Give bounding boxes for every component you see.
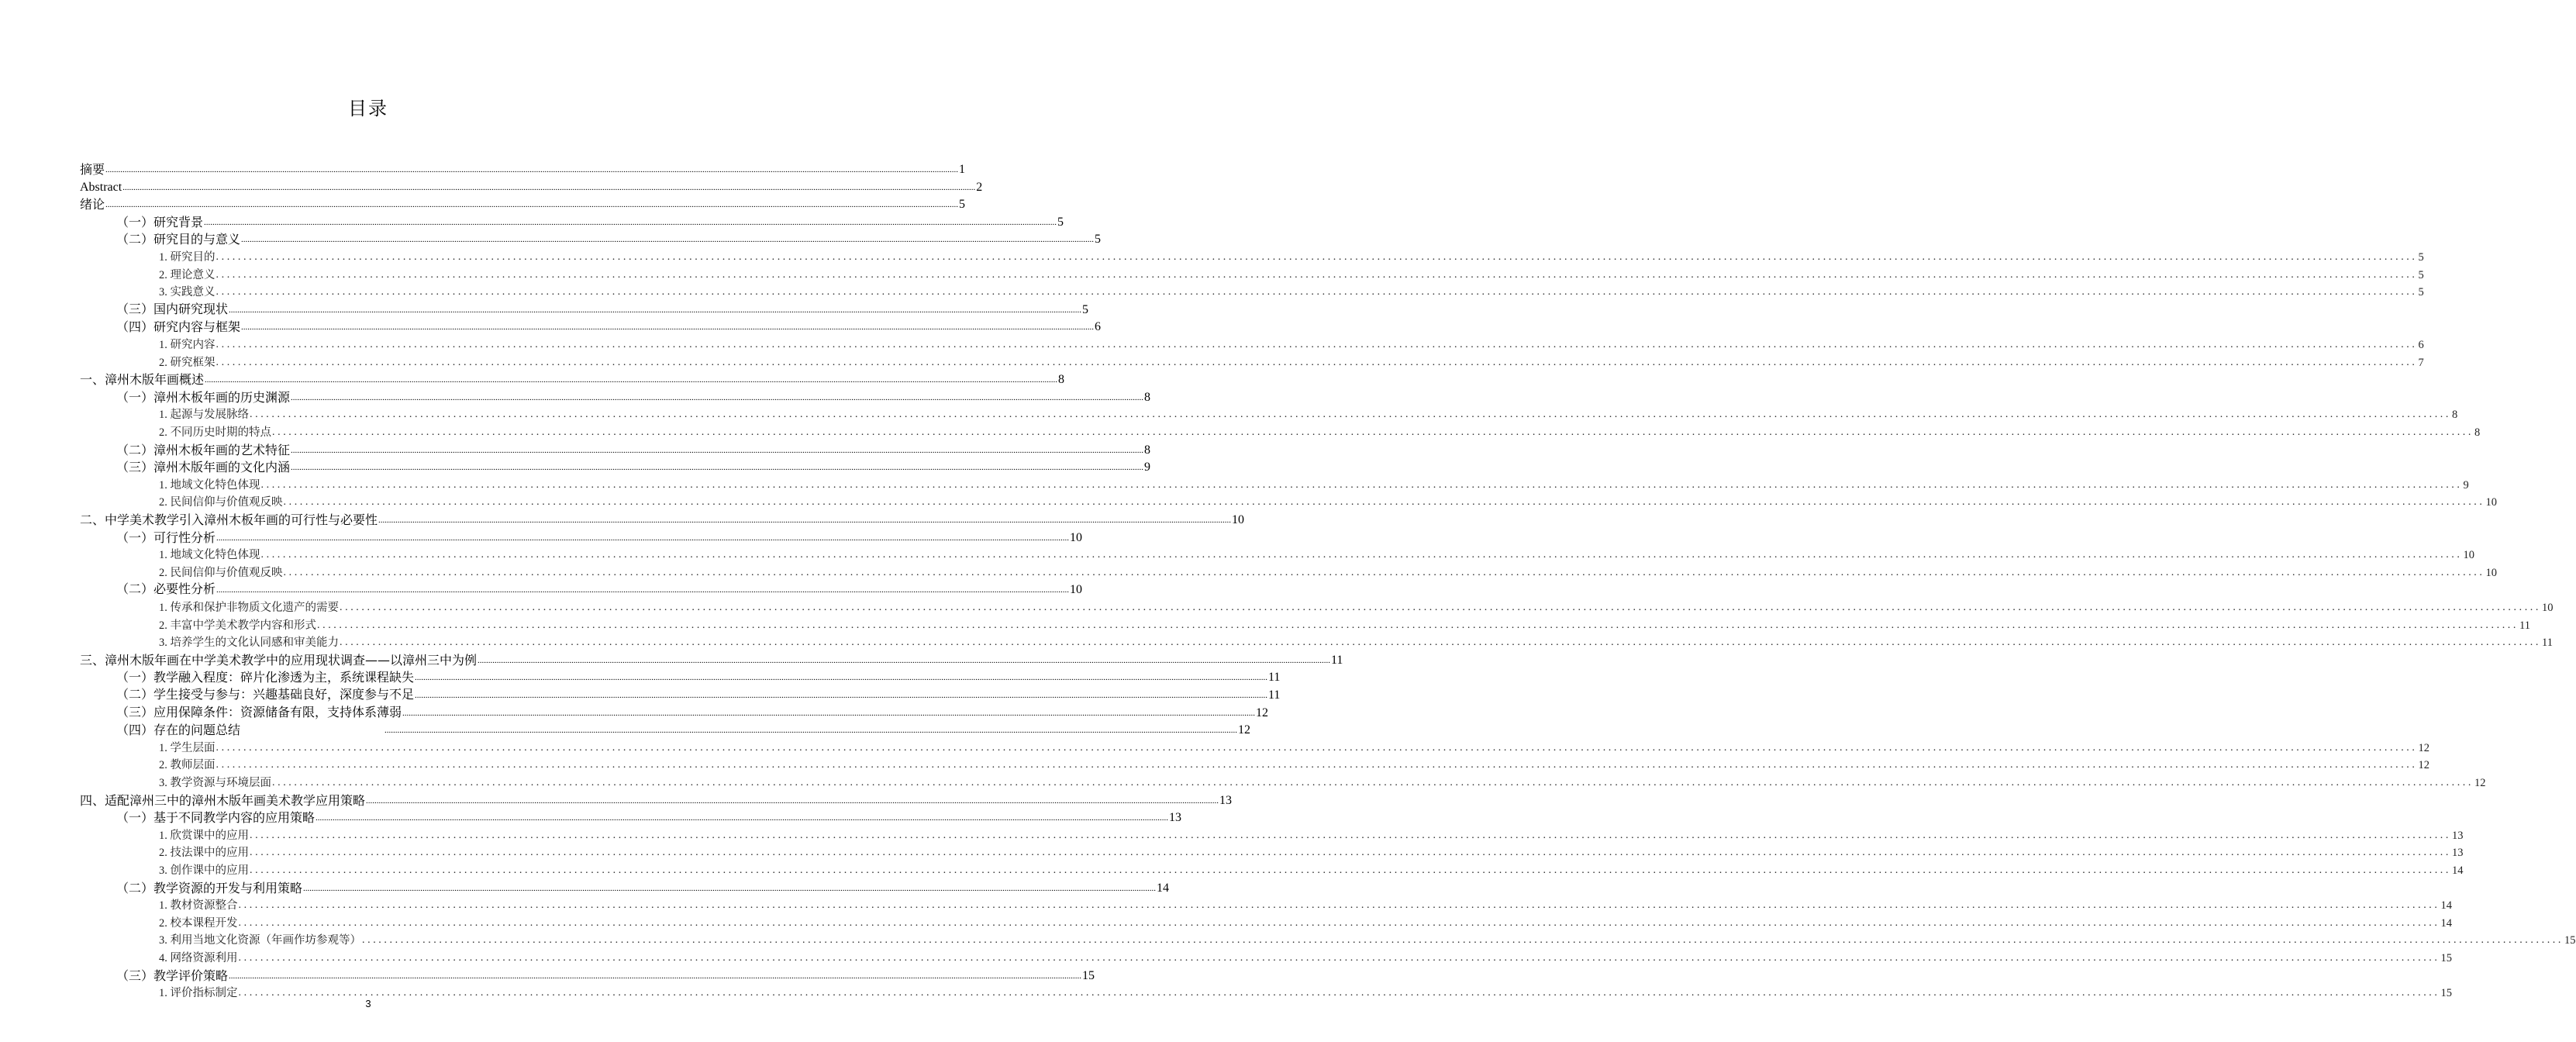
toc-entry-page: 6 xyxy=(2418,339,2424,351)
toc-dot-leader: ................................................................................................................................................................................................................................................................................................................................................................................................................ xyxy=(291,445,1144,455)
toc-entry[interactable] xyxy=(116,389,1151,406)
toc-entry-page: 12 xyxy=(1238,723,1251,737)
toc-entry[interactable] xyxy=(159,862,2464,879)
toc-entry[interactable] xyxy=(116,581,1083,599)
toc-entry[interactable] xyxy=(159,634,2553,651)
toc-entry-label: （一）基于不同教学内容的应用策略 xyxy=(116,810,316,826)
toc-dot-leader: ................................................................................................................................................................................................................................................................................................................................................................................................................ xyxy=(241,323,1095,333)
toc-dot-leader: ................................................................................................................................................................................................................................................................................................................................................................................................................ xyxy=(216,356,2418,368)
toc-dot-leader: ................................................................................................................................................................................................................................................................................................................................................................................................................ xyxy=(250,829,2451,841)
toc-entry[interactable] xyxy=(159,827,2464,844)
toc-entry-page: 2 xyxy=(976,180,983,194)
toc-entry-page: 5 xyxy=(2418,251,2424,264)
toc-entry-label: 1. 研究内容 xyxy=(159,339,216,351)
toc-entry-page: 10 xyxy=(2542,602,2554,614)
toc-entry[interactable] xyxy=(80,161,966,178)
toc-dot-leader: ................................................................................................................................................................................................................................................................................................................................................................................................................ xyxy=(216,286,2418,298)
toc-dot-leader: ................................................................................................................................................................................................................................................................................................................................................................................................................ xyxy=(216,268,2418,281)
toc-entry-page: 5 xyxy=(1095,233,1102,247)
toc-entry[interactable] xyxy=(159,424,2481,441)
toc-entry-label: （三）国内研究现状 xyxy=(116,302,229,316)
toc-entry-page: 10 xyxy=(2485,496,2497,509)
toc-dot-leader: ................................................................................................................................................................................................................................................................................................................................................................................................................ xyxy=(317,619,2519,631)
toc-entry-page: 12 xyxy=(2418,741,2429,754)
toc-entry-label: （二）研究目的与意义 xyxy=(116,232,241,247)
toc-entry[interactable] xyxy=(116,442,1151,459)
toc-entry[interactable] xyxy=(159,757,2429,774)
toc-dot-leader: ................................................................................................................................................................................................................................................................................................................................................................................................................ xyxy=(105,200,959,210)
toc-entry-label: 1. 传承和保护非物质文化遗产的需要 xyxy=(159,602,339,614)
toc-entry[interactable] xyxy=(116,319,1102,336)
toc-dot-leader: ................................................................................................................................................................................................................................................................................................................................................................................................................ xyxy=(340,602,2541,613)
toc-entry-page: 8 xyxy=(1058,373,1065,387)
toc-dot-leader: ................................................................................................................................................................................................................................................................................................................................................................................................................ xyxy=(316,813,1169,823)
toc-entry[interactable] xyxy=(159,547,2474,564)
toc-entry-label: 2. 民间信仰与价值观反映 xyxy=(159,566,283,579)
toc-entry-label: （三）应用保障条件：资源储备有限，支持体系薄弱 xyxy=(116,706,402,719)
toc-entry-page: 10 xyxy=(2485,566,2497,579)
toc-entry-label: 2. 研究框架 xyxy=(159,356,216,369)
toc-entry-page: 5 xyxy=(1057,215,1064,229)
toc-entry-page: 13 xyxy=(1169,811,1182,825)
toc-entry-label: （一）研究背景 xyxy=(116,214,204,229)
toc-entry-label: 4. 网络资源利用 xyxy=(159,952,238,964)
toc-entry[interactable] xyxy=(116,880,1170,897)
toc-dot-leader: ................................................................................................................................................................................................................................................................................................................................................................................................................ xyxy=(283,496,2485,509)
toc-entry-page: 6 xyxy=(1095,320,1102,334)
toc-entry[interactable] xyxy=(159,740,2429,757)
toc-entry-page: 5 xyxy=(959,198,966,212)
toc-entry-page: 1 xyxy=(959,163,966,176)
toc-entry-label: 三、漳州木版年画在中学美术教学中的应用现状调查——以漳州三中为例 xyxy=(80,652,478,668)
toc-entry-label: 3. 利用当地文化资源（年画作坊参观等） xyxy=(159,934,361,947)
toc-entry-label: （二）教学资源的开发与利用策略 xyxy=(116,880,303,895)
toc-entry-page: 7 xyxy=(2418,356,2424,369)
toc-entry-label: （一）可行性分析 xyxy=(116,530,216,545)
toc-entry-page: 10 xyxy=(1070,530,1083,544)
toc-entry-label: 1. 欣赏课中的应用 xyxy=(159,829,249,842)
toc-entry[interactable] xyxy=(159,775,2486,792)
toc-entry-page: 12 xyxy=(2418,759,2429,772)
toc-dot-leader: ................................................................................................................................................................................................................................................................................................................................................................................................................ xyxy=(105,165,959,174)
toc-dot-leader: ................................................................................................................................................................................................................................................................................................................................................................................................................ xyxy=(238,987,2440,999)
toc-dot-leader: ................................................................................................................................................................................................................................................................................................................................................................................................................ xyxy=(122,182,976,192)
toc-entry-label: 2. 不同历史时期的特点 xyxy=(159,426,271,439)
toc-entry-page: 9 xyxy=(1144,461,1151,474)
toc-entry-page: 11 xyxy=(1268,671,1281,685)
toc-entry-page: 10 xyxy=(2463,549,2474,562)
toc-dot-leader: ................................................................................................................................................................................................................................................................................................................................................................................................................ xyxy=(250,847,2451,859)
toc-entry[interactable] xyxy=(80,179,983,196)
toc-entry[interactable] xyxy=(159,617,2530,634)
toc-entry-page: 11 xyxy=(2542,637,2553,650)
toc-dot-leader: ................................................................................................................................................................................................................................................................................................................................................................................................................ xyxy=(238,952,2440,964)
toc-dot-leader: ................................................................................................................................................................................................................................................................................................................................................................................................................ xyxy=(204,217,1057,227)
toc-entry[interactable] xyxy=(116,705,1269,722)
toc-dot-leader: ................................................................................................................................................................................................................................................................................................................................................................................................................ xyxy=(478,655,1331,665)
toc-entry-label: （二）学生接受与参与：兴趣基础良好，深度参与不足 xyxy=(116,688,415,702)
toc-entry-page: 12 xyxy=(1256,706,1269,719)
toc-entry[interactable] xyxy=(159,950,2452,967)
toc-dot-leader: ................................................................................................................................................................................................................................................................................................................................................................................................................ xyxy=(216,533,1070,543)
toc-entry-page: 13 xyxy=(2452,829,2464,842)
toc-entry-label: 2. 技法课中的应用 xyxy=(159,847,249,860)
toc-entry-label: （一）教学融入程度：碎片化渗透为主，系统课程缺失 xyxy=(116,670,415,685)
toc-entry-label: （二）漳州木板年画的艺术特征 xyxy=(116,442,291,457)
toc-dot-leader: ................................................................................................................................................................................................................................................................................................................................................................................................................ xyxy=(216,251,2418,263)
toc-entry[interactable] xyxy=(159,599,2554,616)
toc-entry-label: 绪论 xyxy=(80,197,105,212)
toc-entry-page: 8 xyxy=(2452,409,2458,422)
toc-dot-leader: ................................................................................................................................................................................................................................................................................................................................................................................................................ xyxy=(291,463,1144,473)
toc-entry[interactable] xyxy=(159,897,2452,914)
toc-entry-label: 1. 地域文化特色体现 xyxy=(159,549,260,562)
toc-entry-label: 3. 教学资源与环境层面 xyxy=(159,777,271,789)
toc-entry-label: 1. 地域文化特色体现 xyxy=(159,478,260,492)
toc-entry-page: 8 xyxy=(1144,390,1151,404)
toc-dot-leader: ................................................................................................................................................................................................................................................................................................................................................................................................................ xyxy=(229,971,1082,981)
toc-entry[interactable] xyxy=(116,722,1251,739)
toc-entry[interactable] xyxy=(159,477,2469,494)
toc-entry-label: Abstract xyxy=(80,180,122,194)
toc-entry-page: 15 xyxy=(2564,934,2576,947)
toc-dot-leader: ................................................................................................................................................................................................................................................................................................................................................................................................................ xyxy=(250,864,2451,876)
toc-entry-label: 二、中学美术教学引入漳州木板年画的可行性与必要性 xyxy=(80,512,378,527)
toc-entry[interactable] xyxy=(80,652,1343,669)
toc-dot-leader: ................................................................................................................................................................................................................................................................................................................................................................................................................ xyxy=(303,883,1157,893)
toc-entry-page: 5 xyxy=(1082,302,1089,316)
toc-dot-leader: ................................................................................................................................................................................................................................................................................................................................................................................................................ xyxy=(272,426,2474,438)
toc-entry-page: 11 xyxy=(2519,619,2530,632)
toc-entry-label: 2. 丰富中学美术教学内容和形式 xyxy=(159,619,316,632)
toc-entry[interactable] xyxy=(159,336,2424,354)
toc-entry[interactable] xyxy=(116,530,1083,547)
toc-entry-page: 8 xyxy=(2474,426,2481,439)
toc-dot-leader: ................................................................................................................................................................................................................................................................................................................................................................................................................ xyxy=(216,741,2418,754)
toc-entry[interactable] xyxy=(159,844,2464,861)
toc-dot-leader: ................................................................................................................................................................................................................................................................................................................................................................................................................ xyxy=(291,392,1144,402)
toc-entry-page: 11 xyxy=(1268,688,1281,702)
toc-entry-page: 13 xyxy=(2452,847,2464,860)
toc-entry[interactable] xyxy=(159,249,2424,266)
toc-entry[interactable] xyxy=(159,932,2576,949)
toc-entry[interactable] xyxy=(116,459,1151,476)
toc-dot-leader: ................................................................................................................................................................................................................................................................................................................................................................................................................ xyxy=(216,759,2418,771)
toc-entry-label: 2. 理论意义 xyxy=(159,268,216,281)
toc-entry-page: 14 xyxy=(2440,916,2452,930)
toc-dot-leader: ................................................................................................................................................................................................................................................................................................................................................................................................................ xyxy=(241,235,1095,245)
toc-entry-label: 1. 评价指标制定 xyxy=(159,987,238,1000)
toc-entry-page: 14 xyxy=(1157,881,1170,895)
toc-dot-leader: ................................................................................................................................................................................................................................................................................................................................................................................................................ xyxy=(216,339,2418,350)
toc-dot-leader: ................................................................................................................................................................................................................................................................................................................................................................................................................ xyxy=(205,375,1058,385)
toc-dot-leader: ................................................................................................................................................................................................................................................................................................................................................................................................................ xyxy=(385,726,1238,736)
toc-entry-label: 2. 校本课程开发 xyxy=(159,916,238,930)
toc-entry-label: 3. 创作课中的应用 xyxy=(159,864,249,877)
toc-entry[interactable] xyxy=(80,792,1233,809)
toc-entry-label: （三）漳州木版年画的文化内涵 xyxy=(116,460,291,475)
toc-entry[interactable] xyxy=(116,968,1095,985)
toc-entry-label: （二）必要性分析 xyxy=(116,583,216,597)
toc-entry[interactable] xyxy=(159,267,2424,284)
toc-entry-page: 8 xyxy=(1144,443,1151,457)
toc-dot-leader: ................................................................................................................................................................................................................................................................................................................................................................................................................ xyxy=(366,795,1219,806)
toc-entry[interactable] xyxy=(159,915,2452,932)
toc-entry-page: 13 xyxy=(1219,793,1233,807)
toc-entry-label: （三）教学评价策略 xyxy=(116,968,229,983)
toc-entry-label: （四）存在的问题总结 xyxy=(116,723,241,738)
toc-entry[interactable] xyxy=(116,302,1089,319)
toc-entry-label: （一）漳州木板年画的历史渊源 xyxy=(116,389,291,405)
toc-entry-label: 一、漳州木版年画概述 xyxy=(80,372,205,388)
toc-entry-page: 15 xyxy=(1082,968,1095,982)
toc-entry-page: 12 xyxy=(2474,777,2486,789)
toc-dot-leader: ................................................................................................................................................................................................................................................................................................................................................................................................................ xyxy=(272,777,2474,788)
toc-dot-leader: ................................................................................................................................................................................................................................................................................................................................................................................................................ xyxy=(362,934,2564,947)
toc-entry-page: 5 xyxy=(2418,268,2424,281)
toc-entry[interactable] xyxy=(116,214,1064,231)
toc-entry[interactable] xyxy=(159,494,2497,511)
toc-entry[interactable] xyxy=(80,371,1065,388)
toc-entry-label: 1. 起源与发展脉络 xyxy=(159,409,249,422)
toc-dot-leader: ................................................................................................................................................................................................................................................................................................................................................................................................................ xyxy=(216,585,1070,595)
toc-dot-leader: ................................................................................................................................................................................................................................................................................................................................................................................................................ xyxy=(250,409,2451,421)
toc-entry-label: 3. 实践意义 xyxy=(159,286,216,299)
toc-entry-label: 1. 研究目的 xyxy=(159,251,216,264)
toc-dot-leader: ................................................................................................................................................................................................................................................................................................................................................................................................................ xyxy=(283,566,2485,578)
toc-dot-leader: ................................................................................................................................................................................................................................................................................................................................................................................................................ xyxy=(415,691,1268,700)
toc-entry-page: 11 xyxy=(1331,653,1343,667)
toc-entry-page: 14 xyxy=(2440,899,2452,913)
toc-dot-leader: ................................................................................................................................................................................................................................................................................................................................................................................................................ xyxy=(378,516,1232,525)
toc-entry-label: 2. 教师层面 xyxy=(159,759,216,772)
toc-dot-leader: ................................................................................................................................................................................................................................................................................................................................................................................................................ xyxy=(238,916,2440,929)
toc-entry-page: 5 xyxy=(2418,286,2424,299)
toc-dot-leader: ................................................................................................................................................................................................................................................................................................................................................................................................................ xyxy=(340,637,2541,649)
toc-entry-page: 9 xyxy=(2463,478,2469,492)
toc-entry[interactable] xyxy=(116,669,1281,686)
toc-entry-page: 15 xyxy=(2440,987,2452,1000)
toc-entry[interactable] xyxy=(80,196,966,213)
toc-entry[interactable] xyxy=(159,564,2497,581)
toc-dot-leader: ................................................................................................................................................................................................................................................................................................................................................................................................................ xyxy=(415,673,1268,683)
toc-dot-leader: ................................................................................................................................................................................................................................................................................................................................................................................................................ xyxy=(402,708,1256,718)
toc-entry-page: 15 xyxy=(2440,952,2452,964)
toc-entry-label: 2. 民间信仰与价值观反映 xyxy=(159,496,283,509)
page-title: 目录 xyxy=(348,98,388,119)
toc-entry[interactable] xyxy=(159,406,2458,423)
toc-entry-label: 摘要 xyxy=(80,162,105,177)
toc-entry[interactable] xyxy=(116,809,1182,826)
toc-entry-label: 四、适配漳州三中的漳州木版年画美术教学应用策略 xyxy=(80,792,366,808)
toc-entry-page: 14 xyxy=(2452,864,2464,877)
toc-entry-label: 3. 培养学生的文化认同感和审美能力 xyxy=(159,637,339,650)
toc-entry[interactable] xyxy=(159,354,2424,371)
toc-entry-label: 1. 教材资源整合 xyxy=(159,899,238,913)
toc-dot-leader: ................................................................................................................................................................................................................................................................................................................................................................................................................ xyxy=(238,899,2440,912)
toc-entry-page: 10 xyxy=(1232,513,1245,526)
toc-entry-label: （四）研究内容与框架 xyxy=(116,319,241,335)
toc-entry[interactable] xyxy=(116,687,1281,704)
toc-dot-leader: ................................................................................................................................................................................................................................................................................................................................................................................................................ xyxy=(260,478,2463,491)
toc-entry[interactable] xyxy=(80,512,1245,529)
toc-entry[interactable] xyxy=(116,231,1102,248)
toc-entry-page: 10 xyxy=(1070,583,1083,597)
page-number: 3 xyxy=(365,998,371,1009)
toc-entry-label: 1. 学生层面 xyxy=(159,741,216,754)
toc-dot-leader: ................................................................................................................................................................................................................................................................................................................................................................................................................ xyxy=(260,549,2463,561)
toc-entry[interactable] xyxy=(159,284,2424,301)
toc-dot-leader: ................................................................................................................................................................................................................................................................................................................................................................................................................ xyxy=(229,305,1082,315)
